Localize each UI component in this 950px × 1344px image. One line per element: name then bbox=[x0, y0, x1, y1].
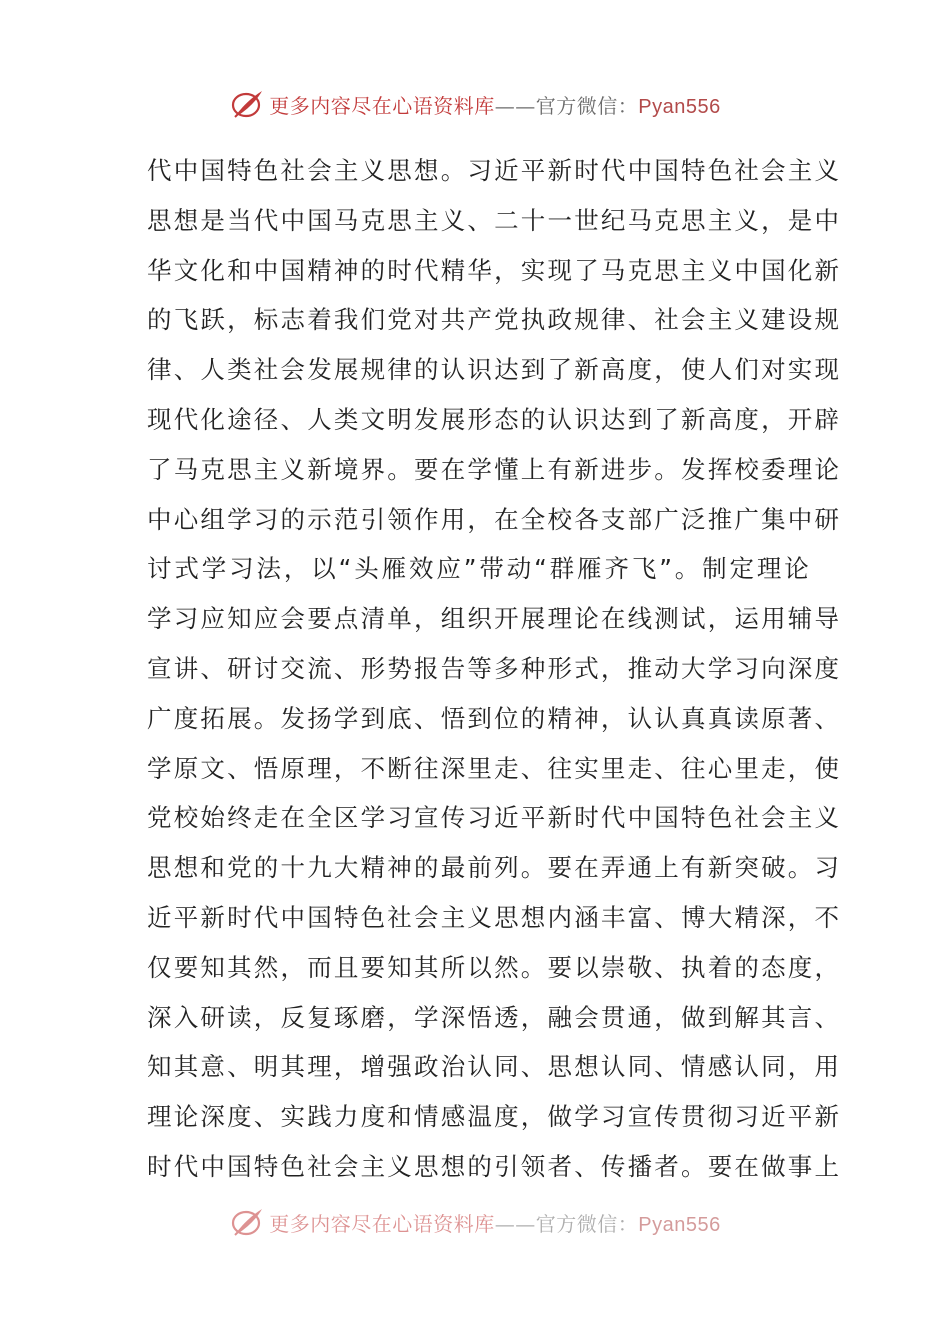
body-text-line: 思想和党的十九大精神的最前列。要在弄通上有新突破。习 bbox=[147, 853, 842, 883]
quill-pen-logo-icon bbox=[229, 1208, 265, 1236]
body-text-line: 讨式学习法，以“头雁效应”带动“群雁齐飞”。制定理论 bbox=[147, 554, 811, 584]
body-text-line: 的飞跃，标志着我们党对共产党执政规律、社会主义建设规 bbox=[147, 305, 842, 335]
body-text-line: 深入研读，反复琢磨，学深悟透，融会贯通，做到解其言、 bbox=[147, 1002, 842, 1032]
header-wechat-id: Pyan556 bbox=[638, 95, 721, 118]
body-text-line: 现代化途径、人类文明发展形态的认识达到了新高度，开辟 bbox=[147, 404, 842, 434]
header-banner-text bbox=[269, 90, 720, 119]
body-text-line: 党校始终走在全区学习宣传习近平新时代中国特色社会主义 bbox=[147, 803, 842, 833]
body-text-line: 思想是当代中国马克思主义、二十一世纪马克思主义，是中 bbox=[147, 205, 842, 235]
footer-wechat-label: 官方微信： bbox=[535, 1211, 639, 1236]
body-text-line: 华文化和中国精神的时代精华，实现了马克思主义中国化新 bbox=[147, 255, 842, 285]
body-text-line: 学原文、悟原理，不断往深里走、往实里走、往心里走，使 bbox=[147, 753, 842, 783]
header-banner bbox=[0, 84, 950, 124]
body-text-line: 理论深度、实践力度和情感温度，做学习宣传贯彻习近平新 bbox=[147, 1102, 842, 1132]
body-text-line: 了马克思主义新境界。要在学懂上有新进步。发挥校委理论 bbox=[147, 454, 842, 484]
body-text-line: 近平新时代中国特色社会主义思想内涵丰富、博大精深，不 bbox=[147, 902, 842, 932]
body-text-line: 中心组学习的示范引领作用，在全校各支部广泛推广集中研 bbox=[147, 504, 842, 534]
body-text-line: 仅要知其然，而且要知其所以然。要以崇敬、执着的态度， bbox=[147, 952, 842, 982]
footer-wechat-id: Pyan556 bbox=[638, 1213, 721, 1236]
body-text-line: 宣讲、研讨交流、形势报告等多种形式，推动大学习向深度 bbox=[147, 653, 842, 683]
footer-title: 更多内容尽在心语资料库 bbox=[269, 1211, 495, 1236]
document-body bbox=[147, 146, 842, 1192]
body-text-line: 律、人类社会发展规律的认识达到了新高度，使人们对实现 bbox=[147, 355, 842, 385]
body-text-line: 广度拓展。发扬学到底、悟到位的精神，认认真真读原著、 bbox=[147, 703, 842, 733]
footer-separator: —— bbox=[494, 1211, 536, 1236]
header-separator: —— bbox=[494, 93, 536, 118]
body-text-line: 代中国特色社会主义思想。习近平新时代中国特色社会主义 bbox=[147, 156, 842, 185]
body-text-line: 时代中国特色社会主义思想的引领者、传播者。要在做事上 bbox=[147, 1151, 842, 1181]
body-text-line: 学习应知应会要点清单，组织开展理论在线测试，运用辅导 bbox=[147, 604, 842, 634]
quill-pen-logo-icon bbox=[229, 88, 265, 120]
footer-banner-clip bbox=[229, 1208, 720, 1236]
header-title: 更多内容尽在心语资料库 bbox=[269, 93, 495, 118]
footer-banner-text bbox=[269, 1208, 720, 1236]
header-wechat-label: 官方微信： bbox=[535, 93, 639, 118]
footer-banner bbox=[0, 1202, 950, 1242]
body-text-line: 知其意、明其理，增强政治认同、思想认同、情感认同，用 bbox=[147, 1052, 842, 1082]
